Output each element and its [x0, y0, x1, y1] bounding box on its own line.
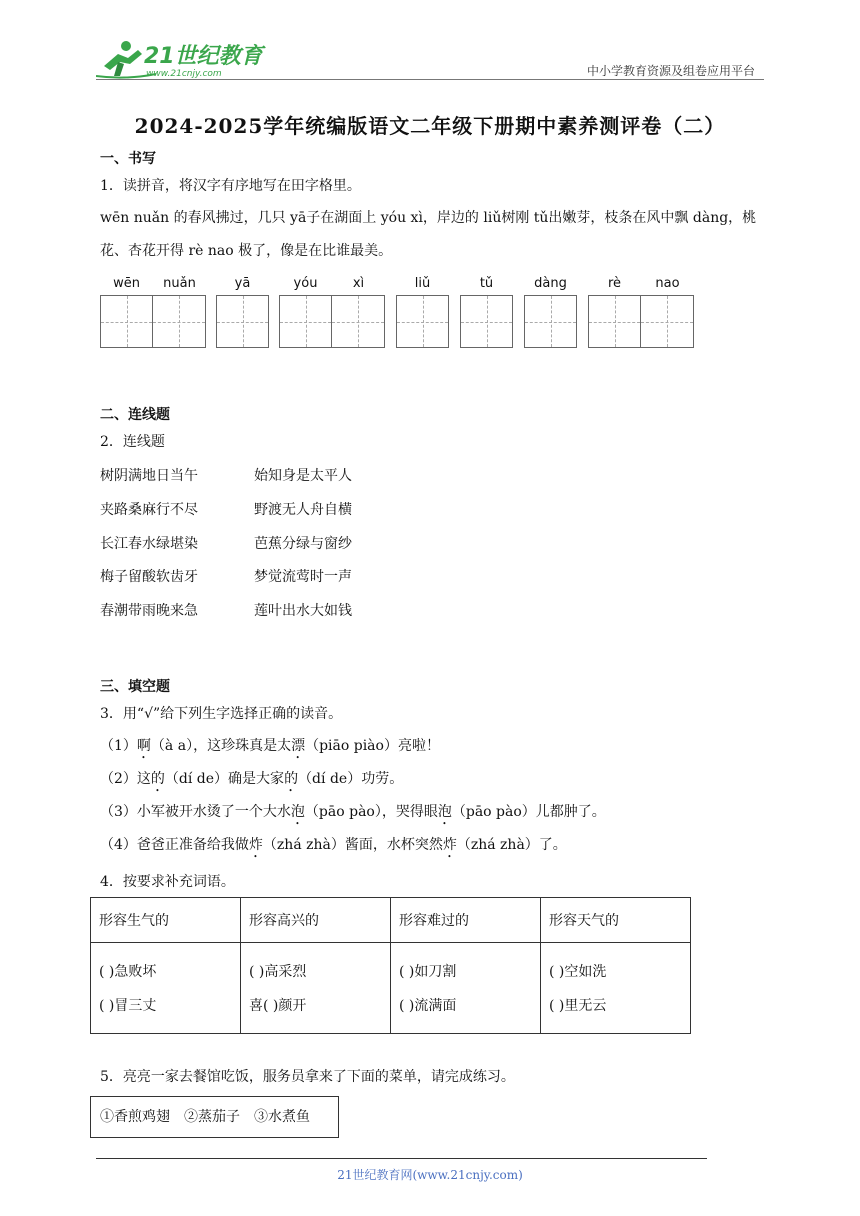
pinyin-label: wēn: [113, 276, 140, 291]
tianzige-cell[interactable]: [641, 295, 694, 348]
tianzige-cell[interactable]: [153, 295, 206, 348]
section-heading-writing: 一、书写: [100, 151, 156, 167]
table-header: 形容天气的: [541, 898, 691, 943]
section-heading-fill: 三、填空题: [100, 679, 170, 695]
tianzige-cell[interactable]: [216, 295, 269, 348]
tianzige-group: [279, 295, 385, 349]
site-logo: [96, 36, 266, 82]
tianzige-group: [216, 295, 269, 349]
menu-box: ①香煎鸡翅 ②蒸茄子 ③水煮鱼: [90, 1096, 339, 1138]
idiom-table: [90, 897, 691, 1034]
header-divider: [96, 79, 764, 80]
q3-item: （3）小军被开水烫了一个大水泡（pāo pào），哭得眼泡（pāo pào）儿都肿了。: [100, 804, 606, 820]
table-header: 形容难过的: [391, 898, 541, 943]
match-left-item[interactable]: 长江春水绿堪染: [100, 536, 198, 552]
tianzige-cell[interactable]: [396, 295, 449, 348]
match-right-item[interactable]: 莲叶出水大如钱: [254, 603, 352, 619]
q3-item: （1）啊（à a），这珍珠真是太漂（piāo piào）亮啦！: [100, 738, 440, 754]
pinyin-label: nuǎn: [163, 276, 196, 291]
match-left-item[interactable]: 梅子留酸软齿牙: [100, 569, 198, 585]
tianzige-cell[interactable]: [588, 295, 641, 348]
platform-name: 中小学教育资源及组卷应用平台: [586, 64, 755, 78]
tianzige-group: [396, 295, 449, 349]
pinyin-label: liǔ: [414, 276, 431, 291]
pinyin-label: nao: [655, 276, 680, 291]
tianzige-group: [588, 295, 694, 349]
question-2: 2．连线题: [100, 434, 165, 450]
match-right-item[interactable]: 芭蕉分绿与窗纱: [254, 536, 352, 552]
match-right-item[interactable]: 梦觉流莺时一声: [254, 569, 352, 585]
tianzige-cell[interactable]: [100, 295, 153, 348]
q3-item: （2）这的（dí de）确是大家的（dí de）功劳。: [100, 771, 404, 787]
pinyin-label: rè: [607, 276, 622, 291]
footer-text: 21世纪教育网(www.21cnjy.com): [337, 1168, 523, 1182]
tianzige-group: [524, 295, 577, 349]
tianzige-cell[interactable]: [524, 295, 577, 348]
tianzige-cell[interactable]: [279, 295, 332, 348]
svg-text:21世纪教育: 21世纪教育: [144, 44, 263, 69]
passage-line-1: wēn nuǎn 的春风拂过，几只 yā子在湖面上 yóu xì，岸边的 liǔ树刚 tǔ出嫩芽，枝条在风中飘 dàng，桃: [100, 210, 757, 226]
page-title: 2024-2025学年统编版语文二年级下册期中素养测评卷（二）: [134, 114, 726, 138]
table-cell[interactable]: ( )如刀割 ( )流满面: [391, 943, 541, 1034]
table-cell[interactable]: ( )急败坏 ( )冒三丈: [91, 943, 241, 1034]
question-5: 5．亮亮一家去餐馆吃饭，服务员拿来了下面的菜单，请完成练习。: [100, 1069, 515, 1085]
question-1: 1．读拼音，将汉字有序地写在田字格里。: [100, 178, 361, 194]
q3-item: （4）爸爸正准备给我做炸（zhá zhà）酱面，水杯突然炸（zhá zhà）了。: [100, 837, 567, 853]
match-left-item[interactable]: 春潮带雨晚来急: [100, 603, 198, 619]
tianzige-cell[interactable]: [332, 295, 385, 348]
table-header: 形容高兴的: [241, 898, 391, 943]
footer-divider: [96, 1158, 707, 1159]
tianzige-group: [100, 295, 206, 349]
pinyin-label: tǔ: [479, 276, 494, 291]
match-left-item[interactable]: 树阴满地日当午: [100, 468, 198, 484]
table-cell[interactable]: ( )空如洗 ( )里无云: [541, 943, 691, 1034]
question-3: 3．用“√”给下列生字选择正确的读音。: [100, 706, 343, 722]
pinyin-label: yā: [234, 276, 251, 291]
section-heading-matching: 二、连线题: [100, 407, 170, 423]
table-cell[interactable]: ( )高采烈 喜( )颜开: [241, 943, 391, 1034]
match-left-item[interactable]: 夹路桑麻行不尽: [100, 502, 198, 518]
question-4: 4．按要求补充词语。: [100, 874, 235, 890]
match-right-item[interactable]: 野渡无人舟自横: [254, 502, 352, 518]
tianzige-group: [460, 295, 513, 349]
table-header: 形容生气的: [91, 898, 241, 943]
svg-text:www.21cnjy.com: www.21cnjy.com: [146, 69, 222, 79]
pinyin-label: yóu: [293, 276, 318, 291]
pinyin-label: xì: [352, 276, 365, 291]
match-right-item[interactable]: 始知身是太平人: [254, 468, 352, 484]
tianzige-cell[interactable]: [460, 295, 513, 348]
passage-line-2: 花、杏花开得 rè nao 极了，像是在比谁最美。: [100, 243, 393, 259]
pinyin-label: dàng: [534, 276, 567, 291]
